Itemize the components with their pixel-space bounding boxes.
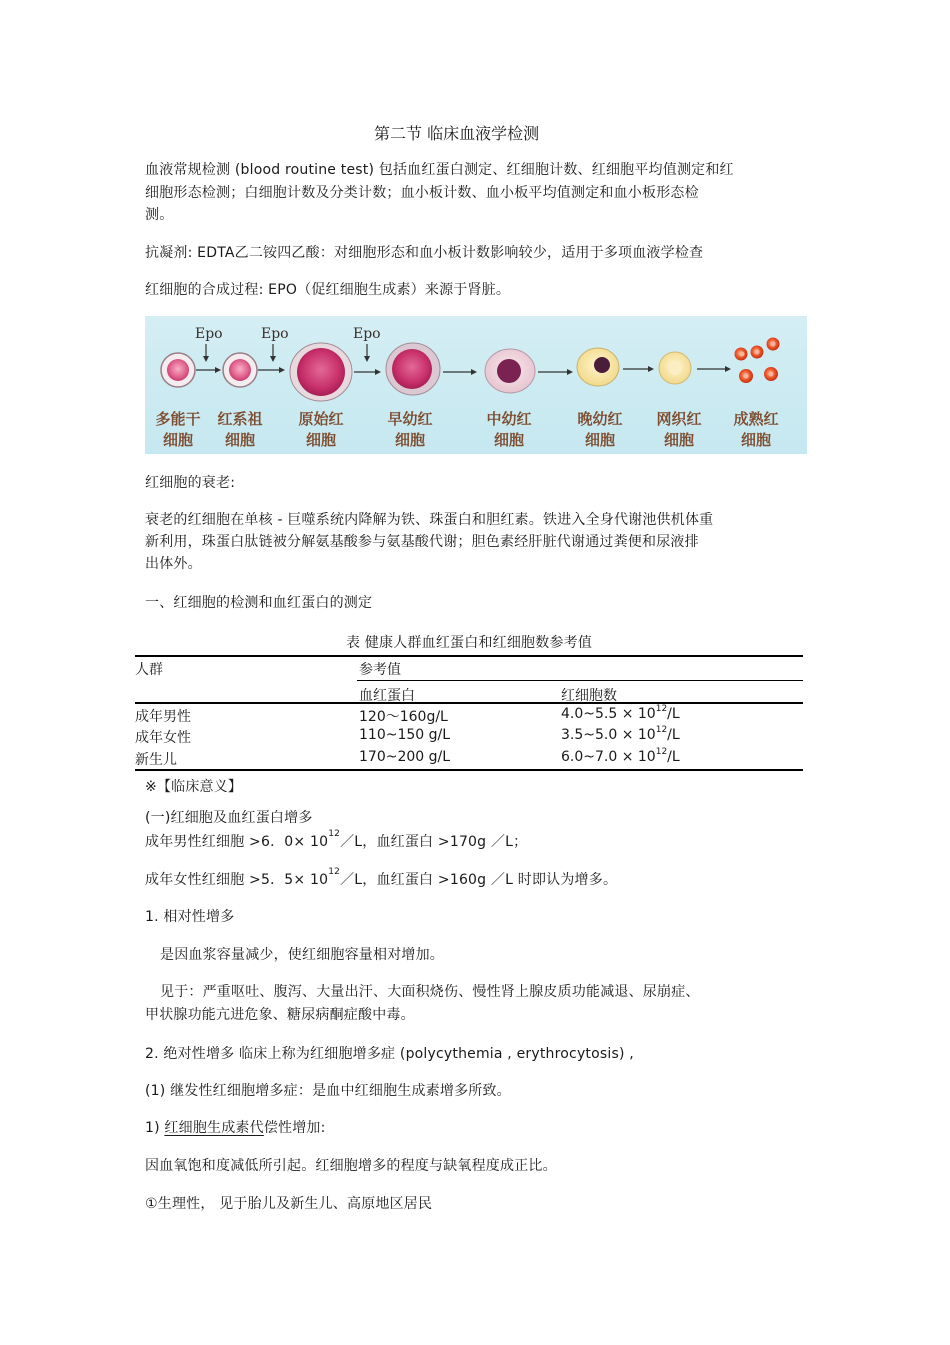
physiological-line: ①生理性， 见于胎儿及新生儿、高原地区居民 bbox=[145, 1196, 433, 1212]
seen-in-line-2: 甲状腺功能亢进危象、糖尿病酮症酸中毒。 bbox=[145, 1007, 415, 1023]
progenitor-cell bbox=[223, 353, 257, 387]
cell-label-mature-rbc: 成熟红 细胞 bbox=[733, 410, 779, 449]
compensatory-increase-line: 1) 红细胞生成素代偿性增加: bbox=[145, 1120, 326, 1136]
arrow-4 bbox=[443, 369, 477, 375]
epo-label-3: Epo bbox=[353, 326, 381, 342]
table-header-reference: 参考值 bbox=[359, 662, 401, 678]
aging-line-3: 出体外。 bbox=[145, 556, 202, 572]
cell-label-pronormoblast: 原始红 细胞 bbox=[298, 410, 344, 449]
table-cell-hb: 170~200 g/L bbox=[359, 749, 451, 765]
epo-arrow-2 bbox=[270, 344, 276, 362]
table-top-rule bbox=[135, 655, 803, 657]
rbc-synthesis-text: 红细胞的合成过程: EPO（促红细胞生成素）来源于肾脏。 bbox=[145, 282, 511, 298]
arrow-7 bbox=[697, 366, 731, 372]
epo-label-2: Epo bbox=[261, 326, 289, 342]
anticoagulant-text: 抗凝剂: EDTA乙二铵四乙酸：对细胞形态和血小板计数影响较少，适用于多项血液学检查 bbox=[145, 245, 704, 261]
table-caption: 表 健康人群血红蛋白和红细胞数参考值 bbox=[346, 635, 593, 651]
section-1-heading: 一、红细胞的检测和血红蛋白的测定 bbox=[145, 595, 373, 611]
arrow-3 bbox=[354, 369, 381, 375]
aging-line-2: 新利用，珠蛋白肽链被分解氨基酸参与氨基酸代谢；胆色素经肝脏代谢通过粪便和尿液排 bbox=[145, 534, 699, 550]
table-bottom-rule bbox=[135, 769, 803, 771]
arrow-2 bbox=[258, 367, 285, 373]
table-cell-group: 成年女性 bbox=[135, 730, 191, 746]
hypoxia-line: 因血氧饱和度减低所引起。红细胞增多的程度与缺氧程度成正比。 bbox=[145, 1158, 557, 1174]
absolute-increase-heading: 2. 绝对性增多 临床上称为红细胞增多症 (polycythemia , erythrocytosis) , bbox=[145, 1046, 634, 1062]
aging-line-1: 衰老的红细胞在单核 - 巨噬系统内降解为铁、珠蛋白和胆红素。铁进入全身代谢池供机体重 bbox=[145, 512, 714, 528]
table-cell-hb: 110~150 g/L bbox=[359, 727, 451, 743]
table-header-rule bbox=[135, 702, 803, 704]
increase-heading: (一)红细胞及血红蛋白增多 bbox=[145, 810, 313, 826]
table-subheader-rule bbox=[357, 680, 803, 681]
intro-line-3: 测。 bbox=[145, 207, 174, 223]
aging-heading: 红细胞的衰老: bbox=[145, 475, 236, 491]
arrow-6 bbox=[623, 366, 654, 372]
cell-label-late-normoblast: 晚幼红 细胞 bbox=[577, 410, 623, 449]
relative-increase-heading: 1. 相对性增多 bbox=[145, 909, 235, 925]
page-title: 第二节 临床血液学检测 bbox=[374, 124, 540, 143]
seen-in-line-1: 见于：严重呕吐、腹泻、大量出汗、大面积烧伤、慢性肾上腺皮质功能减退、尿崩症、 bbox=[160, 984, 700, 1000]
table-header-group: 人群 bbox=[135, 662, 163, 678]
table-header-rbc: 红细胞数 bbox=[561, 688, 617, 704]
table-cell-rbc: 6.0~7.0 × $10^{12}/L$ bbox=[561, 747, 680, 765]
stem-cell bbox=[161, 353, 195, 387]
intermediate-normoblast-cell bbox=[485, 349, 535, 393]
clinical-significance-heading: ※【临床意义】 bbox=[145, 779, 243, 795]
table-header-hemoglobin: 血红蛋白 bbox=[359, 688, 415, 704]
table-cell-group: 新生儿 bbox=[135, 752, 177, 768]
mature-rbc-cluster bbox=[735, 338, 780, 384]
male-criteria-line: 成年男性红细胞 >6．$0\times 10^{12}/L$，血红蛋白 >170g ／L； bbox=[145, 829, 528, 850]
table-cell-group: 成年男性 bbox=[135, 709, 191, 725]
cell-label-early-normoblast: 早幼红 细胞 bbox=[387, 410, 433, 449]
cell-label-progenitor: 红系祖 细胞 bbox=[217, 410, 263, 449]
intro-line-1: 血液常规检测 (blood routine test) 包括血红蛋白测定、红细胞计数、红细胞平均值测定和红 bbox=[145, 162, 734, 178]
late-normoblast-cell bbox=[577, 348, 619, 386]
cell-label-stem: 多能干 细胞 bbox=[155, 410, 201, 449]
secondary-polycythemia-line: (1) 继发性红细胞增多症：是血中红细胞生成素增多所致。 bbox=[145, 1083, 511, 1099]
table-cell-rbc: 4.0~5.5 × $10^{12}/L$ bbox=[561, 704, 680, 722]
reticulocyte-cell bbox=[659, 352, 691, 384]
epo-arrow-1 bbox=[203, 344, 209, 362]
early-normoblast-cell bbox=[386, 343, 440, 395]
epo-label-1: Epo bbox=[195, 326, 223, 342]
cell-label-reticulocyte: 网织红 细胞 bbox=[656, 410, 702, 449]
pronormoblast-cell bbox=[290, 343, 352, 401]
table-cell-hb: 120～160g/L bbox=[359, 709, 448, 725]
intro-line-2: 细胞形态检测；白细胞计数及分类计数；血小板计数、血小板平均值测定和血小板形态检 bbox=[145, 185, 699, 201]
cell-label-intermediate-normoblast: 中幼红 细胞 bbox=[486, 410, 532, 449]
epo-arrow-3 bbox=[364, 344, 370, 362]
arrow-5 bbox=[538, 369, 573, 375]
arrow-1 bbox=[196, 367, 221, 373]
relative-increase-cause: 是因血浆容量减少，使红细胞容量相对增加。 bbox=[160, 947, 444, 963]
erythropoiesis-diagram bbox=[145, 316, 807, 454]
female-criteria-line: 成年女性红细胞 >5．$5\times 10^{12}/L$，血红蛋白 >160g ／L 时即认为增多。 bbox=[145, 867, 618, 888]
table-cell-rbc: 3.5~5.0 × $10^{12}/L$ bbox=[561, 725, 680, 743]
